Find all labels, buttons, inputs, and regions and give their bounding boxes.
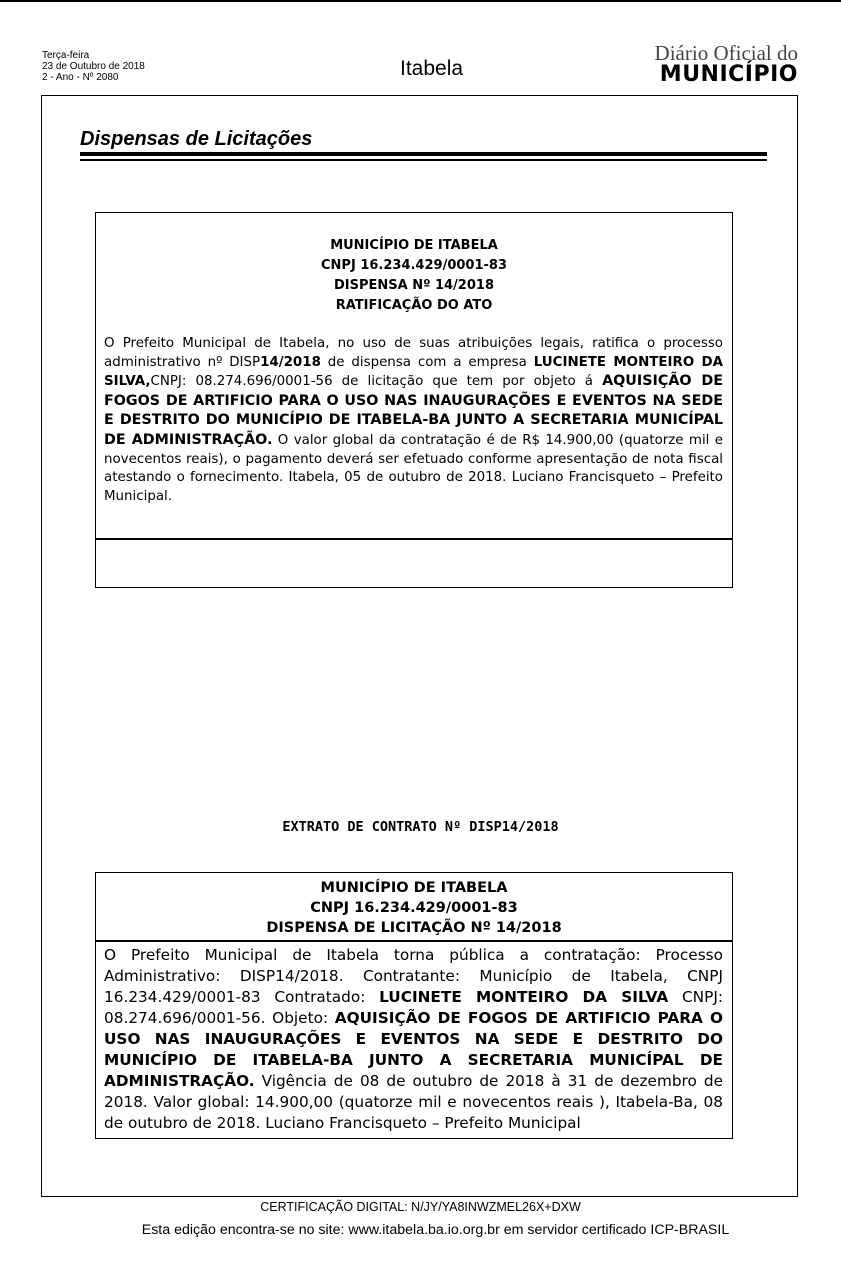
edition-number: 2 - Ano - Nº 2080	[42, 72, 119, 83]
body-text: O valor global da contratação é de R$ 14.900,00 (quatorze mil e novecentos reais), o pagamento deverá ser efetuado conforme apresentação de nota fiscal atestando o fornecimento. Itabela, 05 de outubro de 2018. Luciano Francisqueto – Prefeito Municipal.	[104, 432, 723, 504]
notice-headings	[96, 236, 732, 316]
body-bold: 14/2018	[260, 354, 321, 370]
contract-extract	[95, 872, 733, 1139]
body-text: de dispensa com a empresa	[320, 354, 534, 370]
extrato-title: EXTRATO DE CONTRATO Nº DISP14/2018	[282, 819, 559, 835]
section-title: Dispensas de Licitações	[80, 128, 313, 150]
body-text: O Prefeito Municipal de Itabela torna pública a contratação: Processo Administrativo: DISP14/2018. Contratante: Município de Itabela, CNPJ 16.234.429/0001-83 Contratado:	[104, 946, 723, 1006]
heading-dispensa: DISPENSA Nº 14/2018	[334, 278, 494, 293]
ratification-notice	[95, 212, 733, 588]
heading-municipality: MUNICÍPIO DE ITABELA	[320, 880, 508, 896]
weekday: Terça-feira	[42, 50, 90, 61]
site-note: Esta edição encontra-se no site: www.itabela.ba.io.org.br em servidor certificado ICP-BRASIL	[141, 1222, 730, 1238]
city-name: Itabela	[400, 57, 464, 80]
issue-date: 23 de Outubro de 2018	[42, 61, 145, 72]
heading-dispensa: DISPENSA DE LICITAÇÃO Nº 14/2018	[266, 920, 562, 936]
logo-text-bottom: MUNICÍPIO	[659, 62, 798, 87]
section-rule-thick	[80, 152, 767, 156]
object-description: AQUISIÇÃO DE FOGOS DE ARTIFICIO PARA O USO NAS INAUGURAÇÕES E EVENTOS NA SEDE E DESTRITO DO MUNICÍPIO DE ITABELA-BA JUNTO A SECRETARIA MUNICÍPAL DE ADMINISTRAÇÃO.	[104, 373, 723, 448]
body-text: CNPJ: 08.274.696/0001-56 de licitação que tem por objeto á	[150, 374, 603, 390]
heading-municipality: MUNICÍPIO DE ITABELA	[330, 238, 498, 253]
company-name: LUCINETE MONTEIRO DA SILVA	[379, 988, 669, 1006]
extract-body	[104, 945, 723, 1134]
edition-info	[42, 50, 145, 83]
notice-body	[104, 335, 723, 506]
heading-ratificacao: RATIFICAÇÃO DO ATO	[335, 298, 493, 313]
body-text: Vigência de 08 de outubro de 2018 à 31 de dezembro de 2018. Valor global: 14.900,00 (quatorze mil e novecentos reais ), Itabela-Ba, 08 de outubro de 2018. Luciano Francisqueto – Prefeito Municipal	[104, 1072, 723, 1132]
section-rule-thin	[80, 159, 767, 161]
company-name: LUCINETE MONTEIRO DA SILVA,	[104, 354, 723, 390]
heading-cnpj: CNPJ 16.234.429/0001-83	[310, 900, 518, 916]
digital-certification: CERTIFICAÇÃO DIGITAL: N/JY/YA8INWZMEL26X+DXW	[260, 1200, 581, 1214]
extract-headings	[96, 878, 732, 938]
top-rule	[0, 0, 841, 2]
box-divider	[96, 940, 732, 942]
logo-text-top: Diário Oficial do	[654, 41, 798, 65]
object-description: AQUISIÇÃO DE FOGOS DE ARTIFICIO PARA O USO NAS INAUGURAÇÕES E EVENTOS NA SEDE E DESTRITO DO MUNICÍPIO DE ITABELA-BA JUNTO A SECRETARIA MUNICÍPAL DE ADMINISTRAÇÃO.	[104, 1009, 723, 1090]
box-divider	[96, 538, 732, 540]
heading-cnpj: CNPJ 16.234.429/0001-83	[321, 258, 507, 273]
diario-oficial-logo	[640, 42, 798, 86]
body-text: CNPJ: 08.274.696/0001-56. Objeto:	[104, 988, 723, 1027]
body-text: O Prefeito Municipal de Itabela, no uso de suas atribuições legais, ratifica o processo administrativo nº DISP	[104, 336, 723, 370]
